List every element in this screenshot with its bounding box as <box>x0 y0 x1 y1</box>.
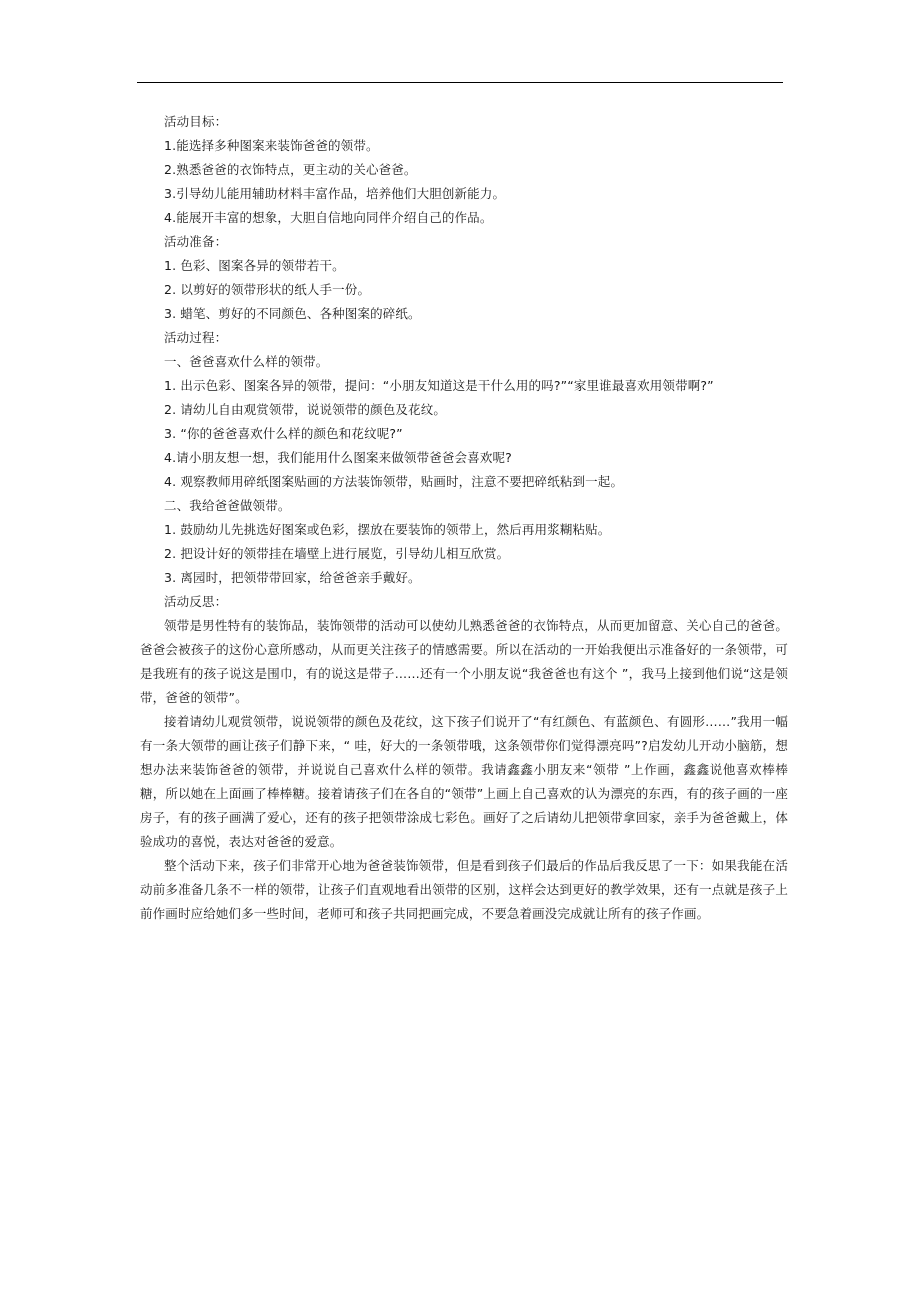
goal-item: 3.引导幼儿能用辅助材料丰富作品，培养他们大胆创新能力。 <box>164 186 506 201</box>
goals-heading: 活动目标： <box>164 114 228 129</box>
process-heading: 活动过程： <box>164 330 228 345</box>
reflection-paragraph: 接着请幼儿观赏领带，说说领带的颜色及花纹，这下孩子们说开了“有红颜色、有蓝颜色、有圆形……”我用一幅有一条大领带的画让孩子们静下来，“ 哇，好大的一条领带哦，这条领带你们觉得漂亮吗”?启发幼儿开动小脑筋，想想办法来装饰爸爸的领带，并说说自己喜欢什么样的领带。我请鑫鑫小朋友来“领带 ”上作画，鑫鑫说他喜欢棒棒糖，所以她在上面画了棒棒糖。接着请孩子们在各自的“领带”上画上自己喜欢的认为漂亮的东西，有的孩子画的一座房子，有的孩子画满了爱心，还有的孩子把领带涂成七彩色。画好了之后请幼儿把领带拿回家，亲手为爸爸戴上，体验成功的喜悦，表达对爸爸的爱意。 <box>140 714 788 849</box>
document-body <box>140 110 788 926</box>
reflection-paragraph: 领带是男性特有的装饰品，装饰领带的活动可以使幼儿熟悉爸爸的衣饰特点，从而更加留意、关心自己的爸爸。爸爸会被孩子的这份心意所感动，从而更关注孩子的情感需要。所以在活动的一开始我便出示准备好的一条领带，可是我班有的孩子说这是围巾，有的说这是带子……还有一个小朋友说“我爸爸也有这个 ”，我马上接到他们说“这是领带，爸爸的领带”。 <box>140 618 788 705</box>
part1-item: 4.请小朋友想一想，我们能用什么图案来做领带爸爸会喜欢呢? <box>164 450 512 465</box>
goal-item: 4.能展开丰富的想象，大胆自信地向同伴介绍自己的作品。 <box>164 210 493 225</box>
part1-item: 2. 请幼儿自由观赏领带，说说领带的颜色及花纹。 <box>164 402 447 417</box>
part2-item: 1. 鼓励幼儿先挑选好图案或色彩，摆放在要装饰的领带上，然后再用浆糊粘贴。 <box>164 522 611 537</box>
prep-item: 2. 以剪好的领带形状的纸人手一份。 <box>164 282 371 297</box>
prep-heading: 活动准备： <box>164 234 228 249</box>
part1-item: 1. 出示色彩、图案各异的领带，提问：“小朋友知道这是干什么用的吗?”“家里谁最喜欢用领带啊?” <box>164 378 714 393</box>
prep-item: 1. 色彩、图案各异的领带若干。 <box>164 258 345 273</box>
reflection-paragraph: 整个活动下来，孩子们非常开心地为爸爸装饰领带，但是看到孩子们最后的作品后我反思了一下：如果我能在活动前多准备几条不一样的领带，让孩子们直观地看出领带的区别，这样会达到更好的教学效果，还有一点就是孩子上前作画时应给她们多一些时间，老师可和孩子共同把画完成，不要急着画没完成就让所有的孩子作画。 <box>140 858 788 921</box>
part2-heading: 二、我给爸爸做领带。 <box>164 498 291 513</box>
part1-item: 3. “你的爸爸喜欢什么样的颜色和花纹呢?” <box>164 426 403 441</box>
goal-item: 2.熟悉爸爸的衣饰特点，更主动的关心爸爸。 <box>164 162 417 177</box>
part1-heading: 一、爸爸喜欢什么样的领带。 <box>164 354 329 369</box>
reflection-heading: 活动反思： <box>164 594 228 609</box>
header-rule <box>137 82 783 83</box>
part1-item: 4. 观察教师用碎纸图案贴画的方法装饰领带，贴画时，注意不要把碎纸粘到一起。 <box>164 474 624 489</box>
part2-item: 2. 把设计好的领带挂在墙壁上进行展览，引导幼儿相互欣赏。 <box>164 546 510 561</box>
part2-item: 3. 离园时，把领带带回家，给爸爸亲手戴好。 <box>164 570 421 585</box>
prep-item: 3. 蜡笔、剪好的不同颜色、各种图案的碎纸。 <box>164 306 421 321</box>
goal-item: 1.能选择多种图案来装饰爸爸的领带。 <box>164 138 379 153</box>
